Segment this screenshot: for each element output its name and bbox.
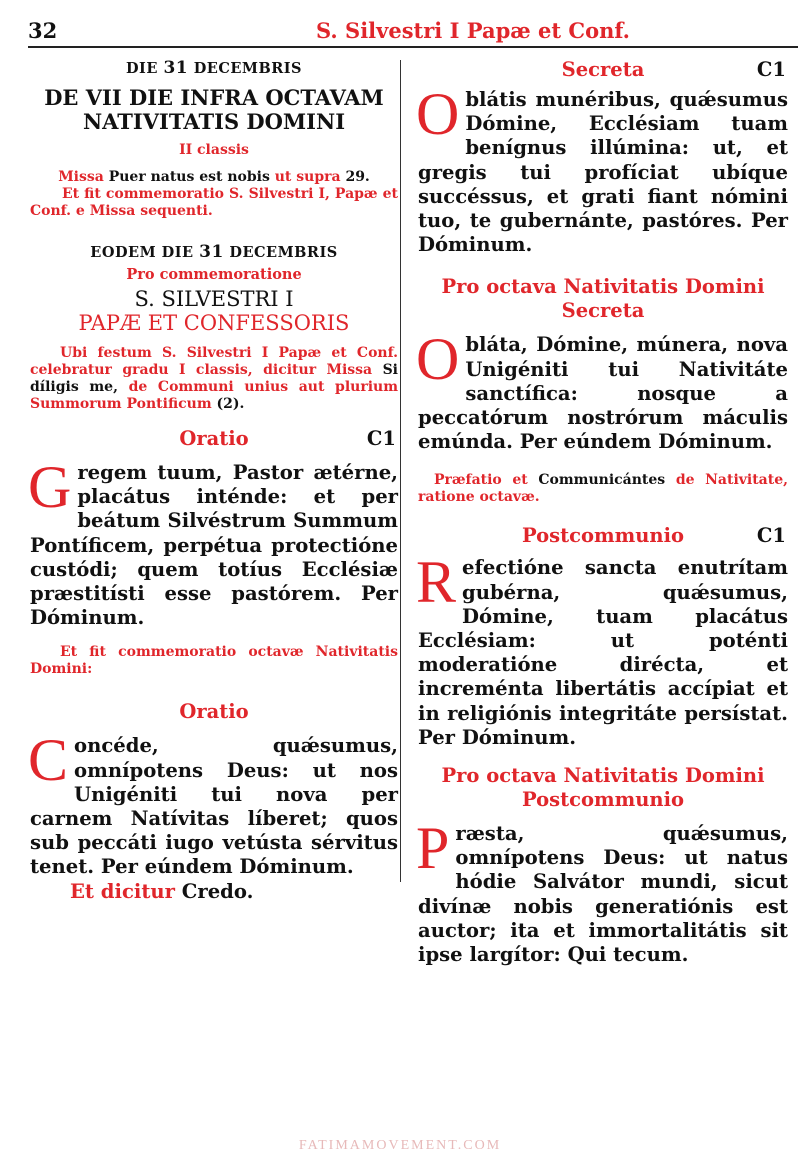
missa-line: Missa Puer natus est nobis ut supra 29. (58, 169, 370, 185)
octave-secreta-text: Obláta, Dómine, múnera, nova Unigéniti tui Nativitáte sanctífica: nosque a peccatórum nostrórum máculis emúnda. Per eúndem Dóminum. (416, 326, 788, 454)
initial-r: R (416, 549, 457, 616)
oratio-text: Gregem tuum, Pastor ætérne, placátus inténde: et per beátum Silvéstrum Summum Pontíficem, perpétua protectióne custódi; quem totíus Ecclésiæ præstitísti esse pastórem. Per Dóminum. (28, 454, 398, 630)
initial-p: P (416, 815, 450, 882)
oratio2-text: Concéde, quǽsumus, omnípotens Deus: ut nos Unigéniti tui nova per carnem Natívitas líberet; quos sub peccáti iugo vetústa sérvitus tenet. Per eúndem Dóminum. (28, 727, 398, 879)
credo-line: Et dicitur Credo. (70, 879, 254, 903)
secreta-heading: Secreta C1 (561, 58, 786, 81)
date-line-2: EODEM DIE 31 DECEMBRIS (90, 242, 338, 262)
oratio-code: C1 (366, 427, 396, 450)
right-column (418, 54, 788, 967)
postcommunio-code: C1 (756, 524, 786, 548)
octave-postcommunio-text: Præsta, quǽsumus, omnípotens Deus: ut natus hódie Salvátor mundi, sicut divínæ nobis generatiónis est auctor; ita et immortalitátis sit ipse largítor: Qui tecum. (416, 815, 788, 967)
commem-octave-note: Et fit commemoratio octavæ Nativitatis Domini: (30, 644, 398, 678)
initial-o-2: O (416, 326, 460, 393)
rubric-ubi-festum: Ubi festum S. Silvestri I Papæ et Conf. celebratur gradu I classis, dicitur Missa Si díligis me, de Communi unius aut plurium Summorum Pontificum (2). (30, 345, 399, 412)
saint-subtitle: PAPÆ ET CONFESSORIS (78, 311, 350, 335)
octave-postcommunio-heading: Pro octava Nativitatis Domini Postcommunio (441, 764, 765, 812)
day-title: DE VII DIE INFRA OCTAVAM NATIVITATIS DOMINI (44, 85, 384, 134)
octave-secreta-heading: Pro octava Nativitatis Domini Secreta (441, 275, 765, 323)
initial-c: C (28, 727, 69, 794)
commemoration-note: Et fit commemoratio S. Silvestri I, Papæ et Conf. e Missa sequenti. (30, 186, 398, 219)
running-title: S. Silvestri I Papæ et Conf. (316, 18, 630, 43)
watermark: FATIMAMOVEMENT.COM (298, 1138, 502, 1153)
postcommunio-text: Refectióne sancta enutrítam gubérna, quǽsumus, Dómine, tuam placátus Ecclésiam: ut poténti moderatióne dirécta, et increménta libertátis accípiat et in religiónis integritáte persístat. Per Dóminum. (416, 549, 788, 749)
oratio2-heading: Oratio (179, 700, 249, 724)
class-label: II classis (179, 142, 249, 158)
praefatio-line: Præfatio et Communicántes de Nativitate, ratione octavæ. (418, 472, 789, 506)
left-column (30, 54, 398, 904)
page-header (28, 14, 798, 48)
postcommunio-heading: Postcommunio C1 (521, 524, 786, 548)
secreta-code: C1 (756, 58, 786, 81)
secreta-text: Oblátis munéribus, quǽsumus Dómine, Ecclésiam tuam benígnus illúmina: ut, et gregis tui profíciat ubíque succéssus, et grati fiant nómini tuo, te gubernánte, pastóres. Per Dóminum. (416, 81, 788, 257)
oratio-heading: Oratio C1 (179, 427, 396, 450)
saint-title: S. SILVESTRI I (134, 287, 294, 311)
initial-o: O (416, 81, 460, 147)
page-number: 32 (28, 18, 58, 43)
pro-commemoratione: Pro commemoratione (126, 266, 302, 283)
date-line: DIE 31 DECEMBRIS (125, 58, 303, 78)
column-divider (400, 60, 401, 882)
initial-g: G (28, 454, 72, 520)
